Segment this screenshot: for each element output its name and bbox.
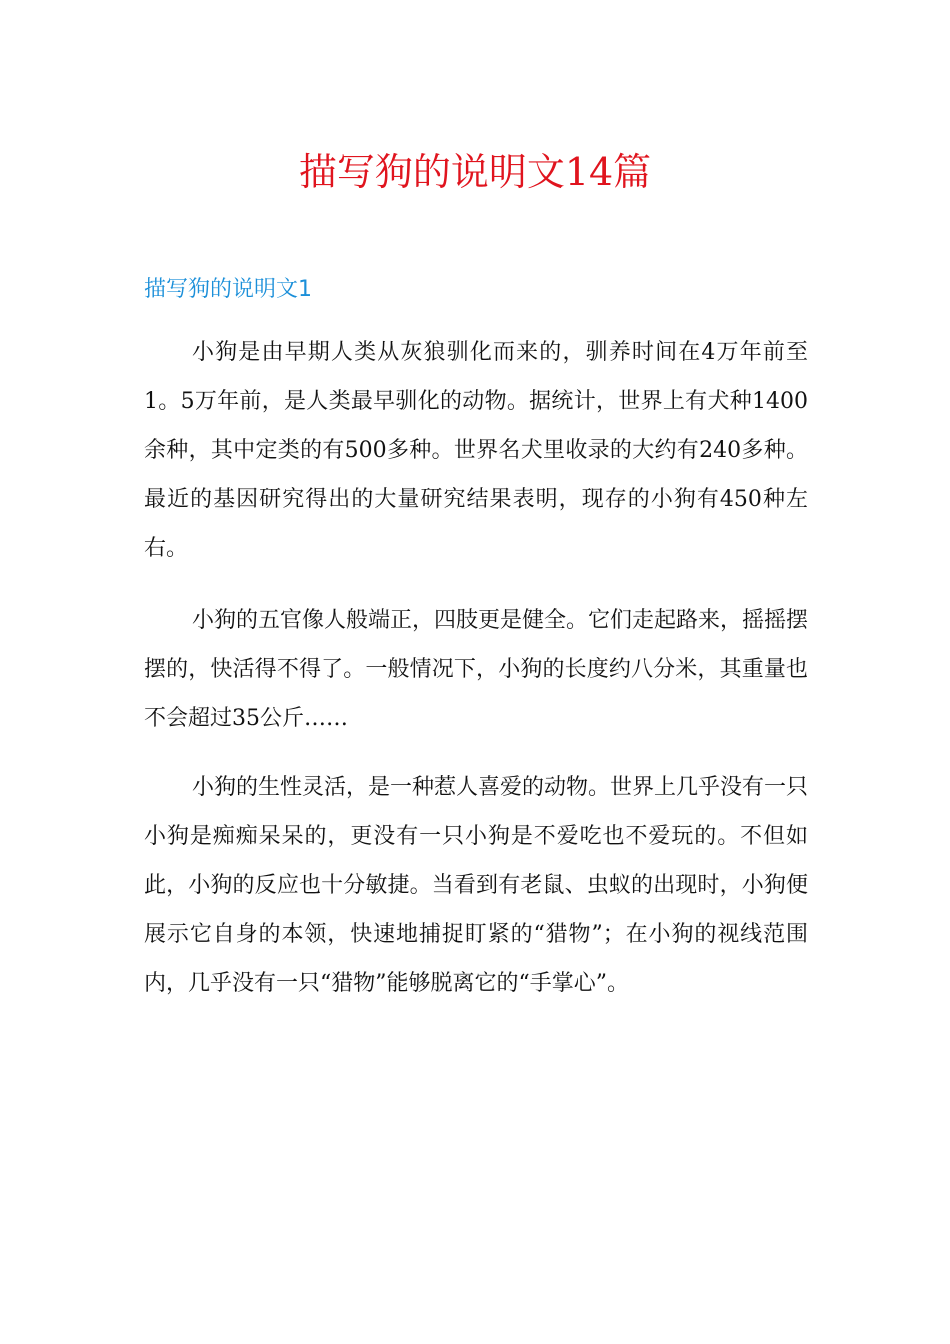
document-title: 描写狗的说明文14篇	[298, 150, 652, 194]
section-heading: 描写狗的说明文1	[144, 277, 312, 302]
paragraph-3: 小狗的生性灵活，是一种惹人喜爱的动物。世界上几乎没有一只小狗是痴痴呆呆的，更没有一只小狗是不爱吃也不爱玩的。不但如此，小狗的反应也十分敏捷。当看到有老鼠、虫蚁的出现时，小狗便展示它自身的本领，快速地捕捉盯紧的“猎物”；在小狗的视线范围内，几乎没有一只“猎物”能够脱离它的“手掌心”。	[144, 775, 809, 996]
paragraph-2: 小狗的五官像人般端正，四肢更是健全。它们走起路来，摇摇摆摆的，快活得不得了。一般情况下，小狗的长度约八分米，其重量也不会超过35公斤……	[144, 608, 809, 731]
paragraph-1: 小狗是由早期人类从灰狼驯化而来的，驯养时间在4万年前至1。5万年前，是人类最早驯化的动物。据统计，世界上有犬种1400余种，其中定类的有500多种。世界名犬里收录的大约有240多种。最近的基因研究得出的大量研究结果表明，现存的小狗有450种左右。	[144, 340, 809, 561]
